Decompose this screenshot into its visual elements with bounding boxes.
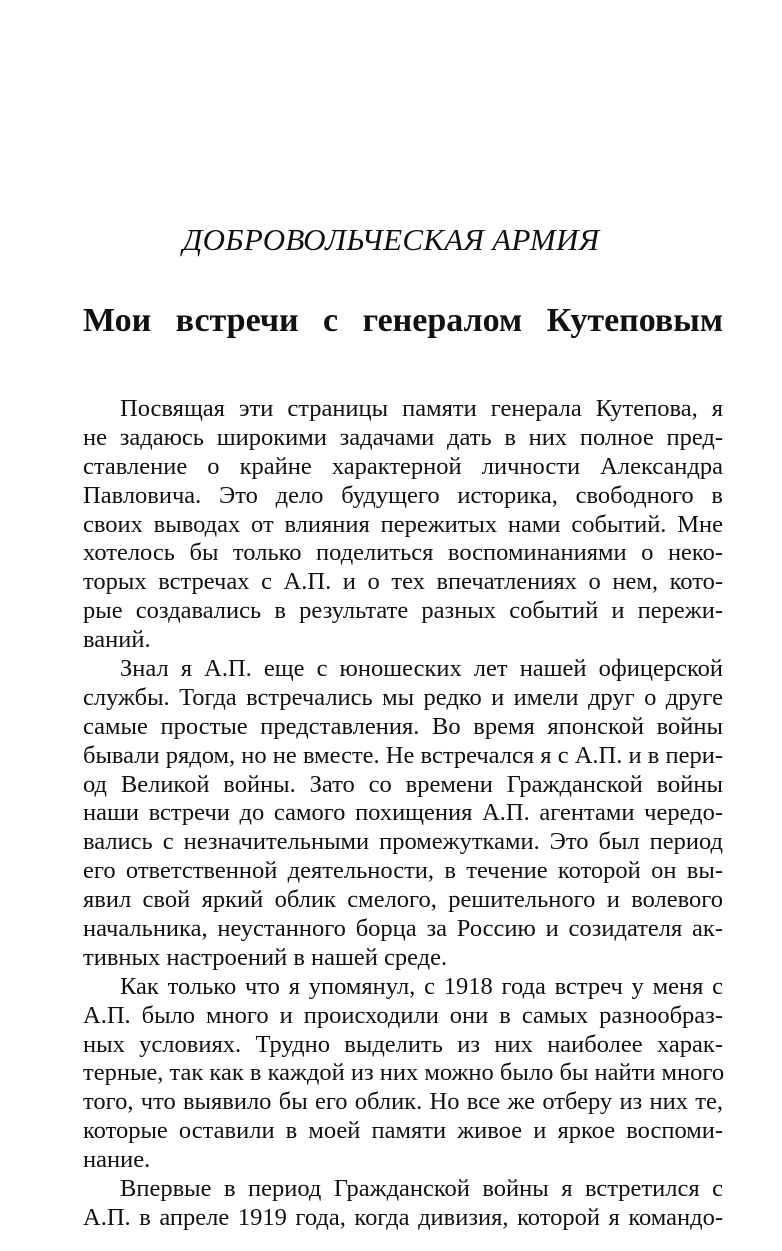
text-line: хотелось бы только поделиться воспоминаниями о неко- — [83, 539, 723, 567]
text-line: наши встречи до самого похищения А.П. агентами чередо- — [83, 799, 723, 827]
text-line: самые простые представления. Во время японской войны — [83, 712, 723, 740]
text-line: того, что выявило бы его облик. Но все же отберу из них те, — [83, 1088, 723, 1116]
text-line: Посвящая эти страницы памяти генерала Кутепова, я — [120, 395, 723, 422]
text-line: Павловича. Это дело будущего историка, свободного в — [83, 481, 723, 509]
text-line: начальника, неустанного борца за Россию и созидателя ак- — [83, 915, 723, 943]
chapter-title: Мои встречи с генералом Кутеповым — [83, 302, 723, 339]
text-line: тивных настроений в нашей среде. — [83, 943, 448, 971]
text-line: Знал я А.П. еще с юношеских лет нашей офицерской — [120, 655, 723, 683]
text-line: Впервые в период Гражданской войны я встретился с — [120, 1175, 723, 1203]
text-line: его ответственной деятельности, в течение которой он вы- — [83, 857, 723, 885]
section-title: ДОБРОВОЛЬЧЕСКАЯ АРМИЯ — [182, 222, 600, 257]
text-line: од Великой войны. Зато со времени Гражданской войны — [83, 770, 723, 798]
text-line: службы. Тогда встречались мы редко и имели друг о друге — [83, 683, 723, 711]
text-line: нание. — [83, 1146, 151, 1174]
body-text — [83, 395, 723, 1233]
text-line: терные, так как в каждой из них можно было бы найти много — [83, 1059, 725, 1087]
text-line: которые оставили в моей памяти живое и яркое воспоми- — [83, 1117, 723, 1145]
text-line: ваний. — [83, 626, 151, 654]
text-line: вались с незначительными промежутками. Это был период — [83, 828, 723, 856]
text-line: не задаюсь широкими задачами дать в них полное пред- — [83, 423, 723, 451]
text-line: явил свой яркий облик смелого, решительного и волевого — [83, 886, 723, 914]
text-line: А.П. в апреле 1919 года, когда дивизия, которой я командо- — [83, 1203, 723, 1231]
text-line: ставление о крайне характерной личности Александра — [83, 452, 723, 480]
text-line: бывали рядом, но не вместе. Не встречался я с А.П. и в пери- — [83, 741, 723, 769]
text-line: своих выводах от влияния пережитых нами событий. Мне — [83, 510, 723, 538]
text-line: Как только что я упомянул, с 1918 года встреч у меня с — [120, 972, 723, 1000]
text-line: ных условиях. Трудно выделить из них наиболее харак- — [83, 1030, 723, 1058]
text-line: торых встречах с А.П. и о тех впечатлениях о нем, кото- — [83, 568, 723, 596]
text-line: А.П. было много и происходили они в самых разнообраз- — [83, 1001, 723, 1029]
text-line: рые создавались в результате разных событий и пережи- — [83, 597, 723, 625]
